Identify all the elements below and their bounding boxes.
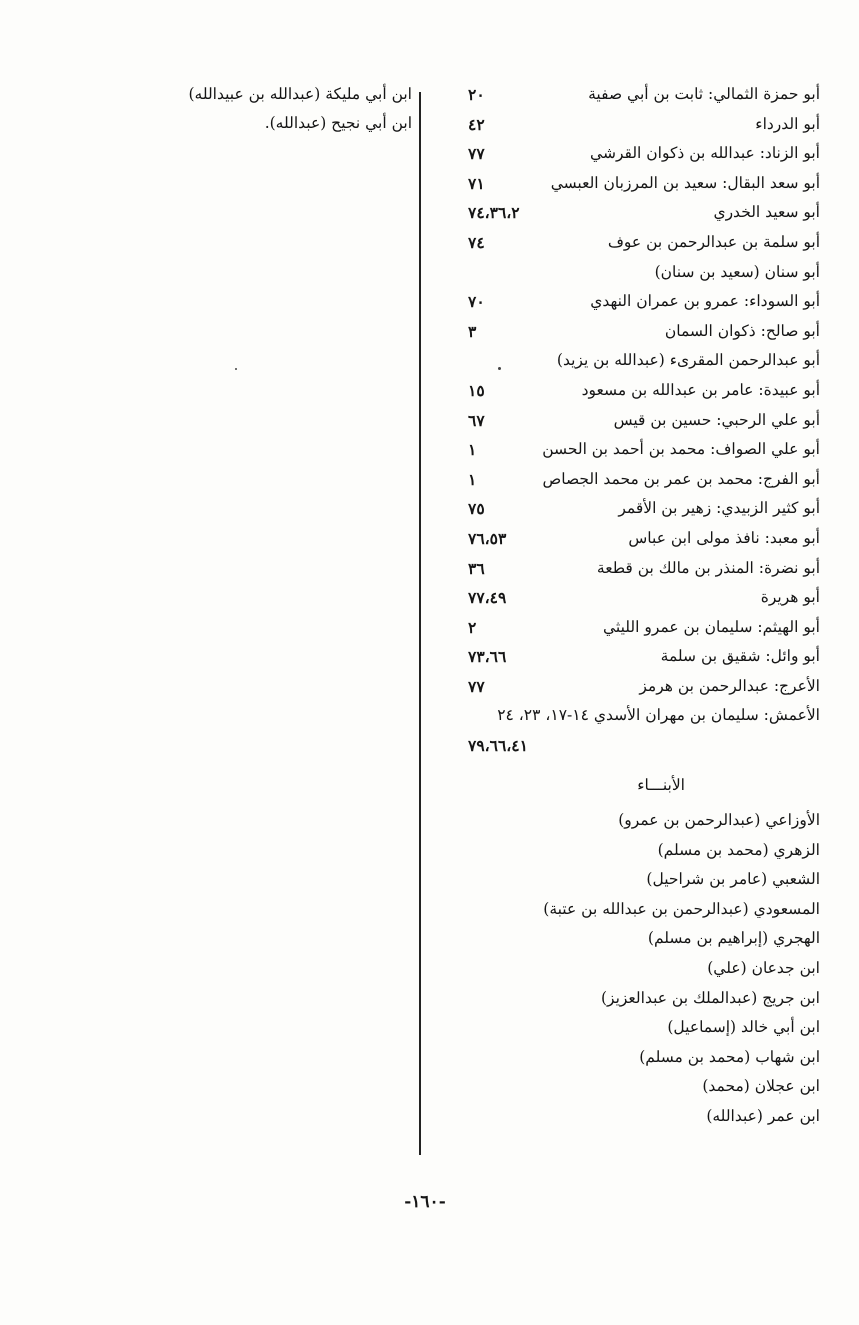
entry-pages: ٢ [468,617,477,637]
entry-pages: ١ [468,440,477,460]
index-entry [440,494,820,524]
entry-name: أبو علي الرحبي: حسين بن قيس [613,410,820,429]
index-entry [440,701,820,731]
index-entry [440,346,820,376]
index-entry [440,139,820,169]
entry-name: الأعرج: عبدالرحمن بن هرمز [639,676,820,695]
index-entry [440,613,820,643]
entry-pages: ٧٧ [468,144,485,164]
index-entry: ابن جريج (عبدالملك بن عبدالعزيز) [600,988,820,1007]
index-entry: الهجري (إبراهيم بن مسلم) [647,929,820,948]
left-column [170,80,412,138]
index-entry [440,198,820,228]
entry-name: أبو حمزة الثمالي: ثابت بن أبي صفية [588,85,820,103]
entry-pages: ٧٧،٤٩ [468,588,507,608]
index-entry [440,642,820,672]
entry-pages: ٧٤،٣٦،٢ [468,203,520,223]
entry-name: أبو هريرة [760,588,820,607]
page-number: -١٦٠- [404,1192,446,1212]
section-heading: الأبنـــاء [637,776,685,794]
entry-pages: ٦٧ [468,410,485,430]
ink-speck [235,368,237,370]
entry-name: أبو الدرداء [755,114,820,133]
index-entry [440,583,820,613]
entry-name: أبو معبد: نافذ مولى ابن عباس [628,528,820,547]
index-entry: ابن عمر (عبدالله) [706,1106,820,1125]
entry-name: أبو سنان (سعيد بن سنان) [654,262,820,281]
entry-name: أبو الزناد: عبدالله بن ذكوان القرشي [590,144,820,163]
index-entry: ابن أبي مليكة (عبدالله بن عبيدالله) [188,85,412,103]
index-entry [440,554,820,584]
index-entry: ابن أبي نجيح (عبدالله). [264,114,412,132]
index-entry [440,110,820,140]
entry-name: أبو السوداء: عمرو بن عمران النهدي [590,292,820,311]
index-entry [440,465,820,495]
index-entry: ابن أبي خالد (إسماعيل) [667,1018,820,1037]
index-entry: المسعودي (عبدالرحمن بن عبدالله بن عتبة) [543,899,820,918]
entry-name: أبو سعد البقال: سعيد بن المرزبان العبسي [550,173,820,192]
index-entry [440,287,820,317]
entry-pages: ٧٩،٦٦،٤١ [468,736,528,756]
entry-pages: ٣ [468,321,477,341]
entry-name: أبو نضرة: المنذر بن مالك بن قطعة [596,558,820,577]
column-divider [419,92,421,1155]
index-entry: ابن جدعان (علي) [707,958,820,977]
entry-pages: ١ [468,469,477,489]
entry-pages: ٧٧ [468,676,485,696]
entry-pages: ٧٥ [468,499,485,519]
index-entry: الزهري (محمد بن مسلم) [657,840,820,859]
entry-name: أبو عبدالرحمن المقرىء (عبدالله بن يزيد) [556,351,820,370]
entry-pages: ٢٠ [468,85,485,104]
index-entry [440,731,820,761]
index-entry: الشعبي (عامر بن شراحيل) [646,870,820,889]
entry-pages: ٧٦،٥٣ [468,528,507,548]
right-column [440,80,820,761]
index-entry: ابن عجلان (محمد) [702,1077,820,1096]
entry-name: أبو سلمة بن عبدالرحمن بن عوف [607,232,820,251]
entry-name: أبو سعيد الخدري [713,203,820,222]
abna-list [440,806,820,1132]
index-entry [440,376,820,406]
entry-pages: ٧٤ [468,232,485,252]
entry-pages: ٧١ [468,173,485,193]
entry-name: أبو كثير الزبيدي: زهير بن الأقمر [618,499,820,518]
index-entry [440,435,820,465]
index-entry [440,228,820,258]
index-entry: ابن شهاب (محمد بن مسلم) [639,1047,820,1066]
entry-pages: ٤٢ [468,114,485,134]
entry-name: أبو صالح: ذكوان السمان [664,321,820,340]
index-entry [440,672,820,702]
index-entry [440,406,820,436]
index-entry [440,317,820,347]
entry-pages: ٧٠ [468,292,485,312]
index-entry [440,169,820,199]
entry-name: الأعمش: سليمان بن مهران الأسدي ١٤-١٧، ٢٣، ٢٤ [497,706,820,725]
entry-pages: ٧٣،٦٦ [468,647,507,667]
ink-speck [498,367,501,370]
entry-name: أبو وائل: شقيق بن سلمة [660,647,820,666]
index-entry: الأوزاعي (عبدالرحمن بن عمرو) [618,811,820,829]
index-entry [440,80,820,110]
entry-pages: ١٥ [468,380,485,400]
entry-pages: ٣٦ [468,558,485,578]
entry-name: أبو عبيدة: عامر بن عبدالله بن مسعود [581,380,820,399]
entry-name: أبو الهيثم: سليمان بن عمرو الليثي [603,617,820,636]
index-entry [440,524,820,554]
entry-name: أبو علي الصواف: محمد بن أحمد بن الحسن [542,440,820,459]
index-entry [440,258,820,288]
entry-name: أبو الفرج: محمد بن عمر بن محمد الجصاص [542,469,820,488]
